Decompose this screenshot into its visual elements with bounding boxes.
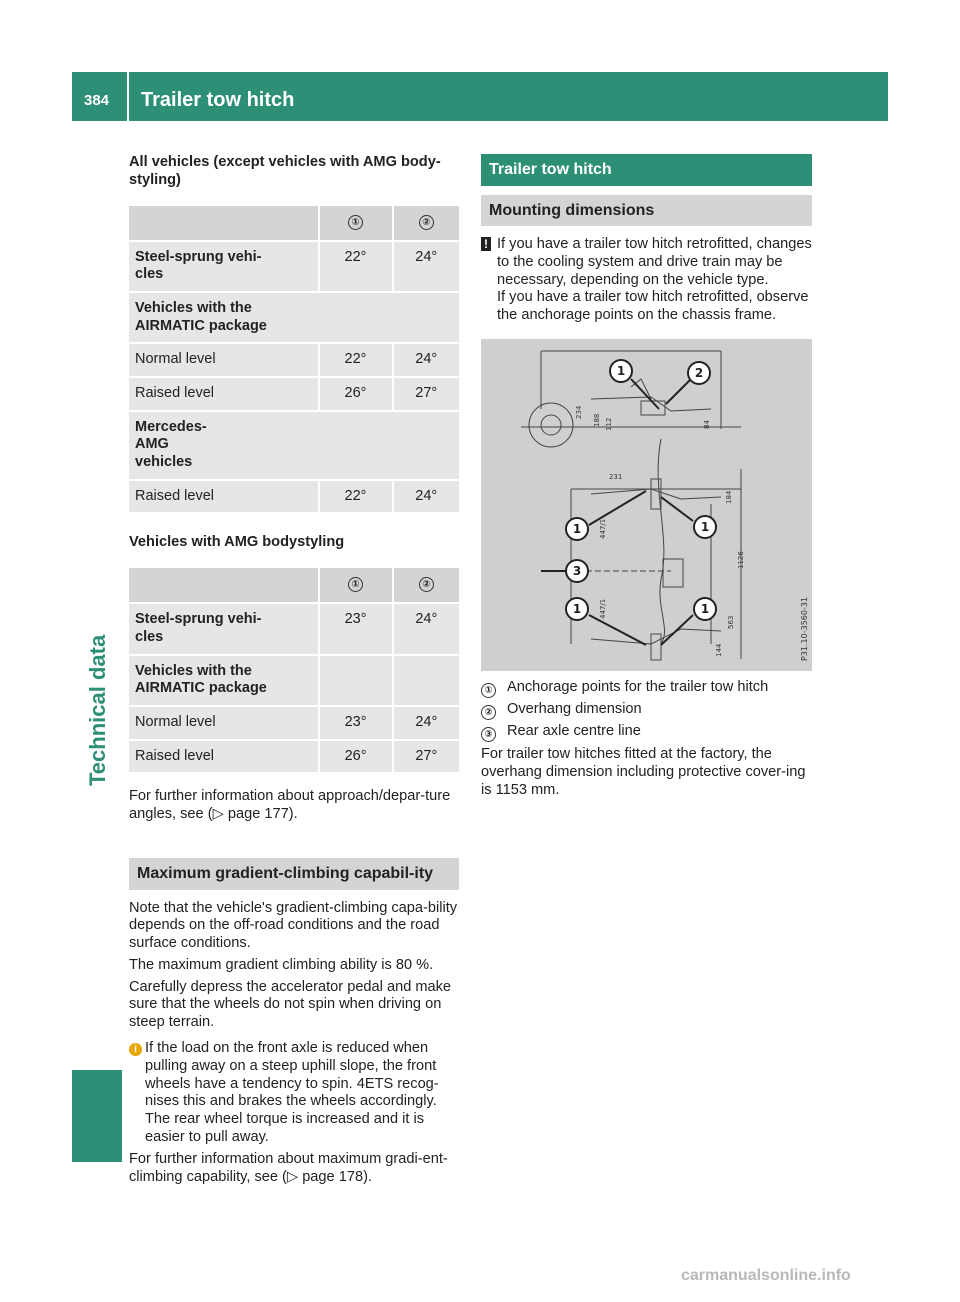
closing-paragraph: For trailer tow hitches fitted at the factory, the overhang dimension including protective cover-ing is 1153 mm. xyxy=(481,746,806,798)
legend xyxy=(481,679,812,742)
section-heading: Trailer tow hitch xyxy=(481,154,812,186)
row-value-1: 22° xyxy=(318,242,392,291)
gradient-heading: Maximum gradient-climbing capabil-ity xyxy=(129,858,459,890)
row-label: Normal level xyxy=(129,344,318,376)
legend-item xyxy=(481,679,812,699)
dim-label: 188 xyxy=(593,413,601,428)
approach-page-link[interactable]: page 177). xyxy=(223,806,298,823)
table-row xyxy=(129,344,459,376)
dim-label: 234 xyxy=(575,405,583,420)
row-label: Raised level xyxy=(129,741,318,773)
page-ref-arrow-icon: ▷ xyxy=(286,1168,299,1185)
row-value-2: 24° xyxy=(392,707,459,739)
page-ref-arrow-icon: ▷ xyxy=(212,806,224,823)
mounting-heading: Mounting dimensions xyxy=(481,195,812,227)
dim-label: 563 xyxy=(727,615,735,630)
marker-1-icon: ① xyxy=(348,215,363,230)
info-note-text: If the load on the front axle is reduced when pulling away on a steep uphill slope, the front wheels have a tendency to spin. 4ETS recog-nises this and brakes the wheels accordingly. The rear wheel torque is increased and it is easier to pull away. xyxy=(145,1040,439,1146)
row-value-1: 23° xyxy=(318,604,392,653)
marker-2-icon: ② xyxy=(419,215,434,230)
row-value-2: 24° xyxy=(392,242,459,291)
row-value-1: 22° xyxy=(318,344,392,376)
table-row xyxy=(129,481,459,513)
table-row xyxy=(129,242,459,291)
callout-1-icon: 1 xyxy=(616,364,626,379)
dim-label: 447/1 xyxy=(599,518,607,540)
row-value-1: 26° xyxy=(318,378,392,410)
table1-intro: All vehicles (except vehicles with AMG body-styling) xyxy=(129,154,441,188)
warning-text-1: If you have a trailer tow hitch retrofitted, changes to the cooling system and drive train may be necessary, depending on the vehicle type. xyxy=(497,236,812,288)
approach-text-part: For further information about approach/depar-ture angles, see ( xyxy=(129,788,451,823)
gradient-paragraph-1: Note that the vehicle's gradient-climbing capa-bility depends on the off-road conditions and the road surface conditions. xyxy=(129,899,458,952)
callout-1-icon: 1 xyxy=(572,522,582,537)
marker-1-icon: ① xyxy=(348,577,363,592)
row-label: Steel-sprung vehi-cles xyxy=(129,604,318,653)
legend-text: Anchorage points for the trailer tow hitch xyxy=(507,679,769,696)
callout-1-icon: 1 xyxy=(700,602,710,617)
row-label: Normal level xyxy=(129,707,318,739)
row-value-2: 24° xyxy=(392,481,459,513)
gradient-paragraph-4 xyxy=(129,1151,459,1187)
group-label: Vehicles with the AIRMATIC package xyxy=(129,656,318,705)
table-row xyxy=(129,741,459,773)
row-label: Raised level xyxy=(129,481,318,513)
callout-1-icon: 1 xyxy=(572,602,582,617)
dim-label: 447/1 xyxy=(599,598,607,620)
row-label: Raised level xyxy=(129,378,318,410)
diagram-code: P31.10-3560-31 xyxy=(800,596,809,662)
tow-hitch-diagram xyxy=(481,339,812,671)
table-row xyxy=(129,604,459,653)
legend-item xyxy=(481,701,812,721)
row-value-2: 24° xyxy=(392,344,459,376)
info-icon: i xyxy=(129,1043,142,1056)
gradient-paragraph-3: Carefully depress the accelerator pedal and make sure that the wheels do not spin when driving on steep terrain. xyxy=(129,978,452,1031)
table-header-row xyxy=(129,206,459,240)
sidebar-marker xyxy=(72,1070,122,1162)
dim-label: 1126 xyxy=(737,551,745,570)
legend-text: Overhang dimension xyxy=(507,700,642,717)
table-group-row xyxy=(129,656,459,705)
diagram-svg xyxy=(481,339,812,671)
table-group-row xyxy=(129,293,459,342)
gradient-page-link[interactable]: page 178). xyxy=(298,1168,372,1185)
warning-text-2: If you have a trailer tow hitch retrofitted, observe the anchorage points on the chassis frame. xyxy=(497,289,809,324)
row-value-1: 22° xyxy=(318,481,392,513)
dim-label: 231 xyxy=(609,473,623,482)
header-divider xyxy=(127,72,129,121)
dim-label: 112 xyxy=(605,417,613,432)
row-value-1: 23° xyxy=(318,707,392,739)
callout-3-icon: 3 xyxy=(572,564,582,579)
dim-label: 144 xyxy=(715,643,723,658)
page-header xyxy=(72,72,888,121)
warning-note xyxy=(481,236,812,289)
row-value-2: 24° xyxy=(392,604,459,653)
gradient-paragraph-2: The maximum gradient climbing ability is 80 %. xyxy=(129,956,434,973)
watermark: carmanualsonline.info xyxy=(681,1267,851,1284)
table-group-row xyxy=(129,412,459,479)
sidebar-label: Technical data xyxy=(85,634,111,786)
row-value-2 xyxy=(392,656,459,705)
dim-label: 184 xyxy=(725,490,733,505)
table-row xyxy=(129,707,459,739)
marker-3-icon: ③ xyxy=(481,727,496,742)
approach-text xyxy=(129,788,459,824)
info-note xyxy=(129,1040,459,1147)
table2-intro: Vehicles with AMG bodystyling xyxy=(129,534,345,551)
callout-2-icon: 2 xyxy=(694,366,704,381)
row-label: Steel-sprung vehi-cles xyxy=(129,242,318,291)
marker-2-icon: ② xyxy=(419,577,434,592)
row-value-2: 27° xyxy=(392,741,459,773)
row-value-1: 26° xyxy=(318,741,392,773)
right-column xyxy=(481,154,812,804)
marker-2-icon: ② xyxy=(481,705,496,720)
gradient-text-part: For further information about maximum gradi-ent-climbing capability, see ( xyxy=(129,1150,448,1185)
callout-1-icon: 1 xyxy=(700,520,710,535)
group-label: Mercedes-AMG vehicles xyxy=(129,412,459,479)
dim-label: 84 xyxy=(703,420,711,430)
angle-table-2 xyxy=(129,566,459,774)
row-value-2: 27° xyxy=(392,378,459,410)
legend-item xyxy=(481,723,812,743)
warning-note-2 xyxy=(481,289,812,325)
group-label: Vehicles with the AIRMATIC package xyxy=(129,293,459,342)
legend-text: Rear axle centre line xyxy=(507,722,641,739)
table-row xyxy=(129,378,459,410)
row-value-1 xyxy=(318,656,392,705)
warning-icon: ! xyxy=(481,237,491,251)
left-column xyxy=(129,154,459,1190)
page-title: Trailer tow hitch xyxy=(141,89,295,111)
marker-1-icon: ① xyxy=(481,683,496,698)
sidebar-tab xyxy=(76,560,122,860)
table-header-row xyxy=(129,568,459,602)
angle-table-1 xyxy=(129,204,459,515)
page-number: 384 xyxy=(84,92,110,109)
